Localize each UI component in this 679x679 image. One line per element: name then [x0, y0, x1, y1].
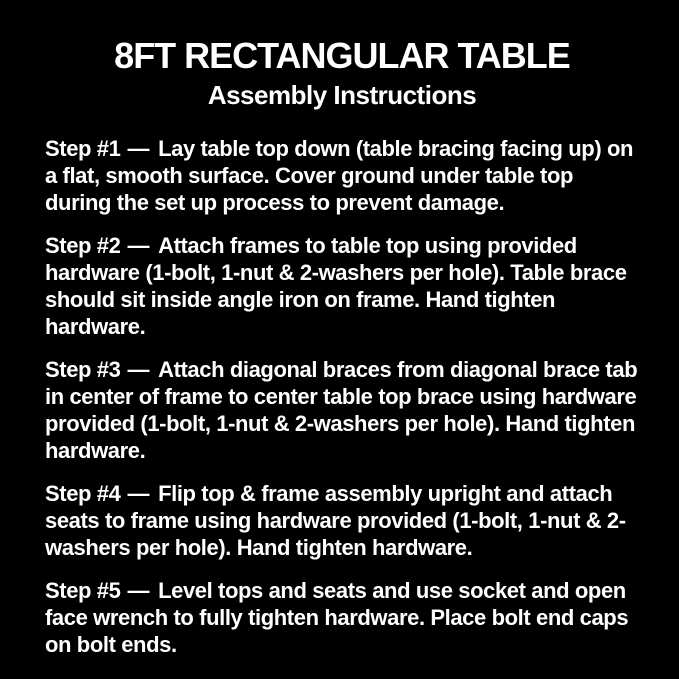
step-3-label: Step #3	[45, 356, 121, 382]
step-2-paragraph	[45, 232, 639, 340]
step-3-separator-dash: —	[127, 356, 150, 382]
step-1-text: Lay table top down (table bracing facing up) on a flat, smooth surface. Cover ground under table top during the set up process to prevent damage.	[45, 135, 634, 215]
step-5-label: Step #5	[45, 577, 121, 603]
step-3-paragraph	[45, 356, 639, 464]
step-3-text: Attach diagonal braces from diagonal brace tab in center of frame to center table top brace using hardware provided (1-bolt, 1-nut & 2-washers per hole). Hand tighten hardware.	[45, 356, 638, 463]
step-4-label: Step #4	[45, 480, 121, 506]
step-5-paragraph	[45, 577, 639, 658]
steps-list	[45, 135, 639, 658]
step-4-paragraph	[45, 480, 639, 561]
step-1-label: Step #1	[45, 135, 121, 161]
step-4-separator-dash: —	[127, 480, 150, 506]
step-2-separator-dash: —	[127, 232, 150, 258]
page-subtitle: Assembly Instructions	[207, 80, 477, 110]
page-title: 8FT RECTANGULAR TABLE	[114, 35, 570, 76]
step-5-separator-dash: —	[127, 577, 150, 603]
step-5-text: Level tops and seats and use socket and open face wrench to fully tighten hardware. Place bolt end caps on bolt ends.	[45, 577, 629, 657]
step-2-text: Attach frames to table top using provided hardware (1-bolt, 1-nut & 2-washers per hole). Table brace should sit inside angle iron on frame. Hand tighten hardware.	[45, 232, 627, 339]
step-4-text: Flip top & frame assembly upright and attach seats to frame using hardware provided (1-bolt, 1-nut & 2-washers per hole). Hand tighten hardware.	[45, 480, 626, 560]
step-1-paragraph	[45, 135, 639, 216]
step-1-separator-dash: —	[127, 135, 150, 161]
step-2-label: Step #2	[45, 232, 121, 258]
